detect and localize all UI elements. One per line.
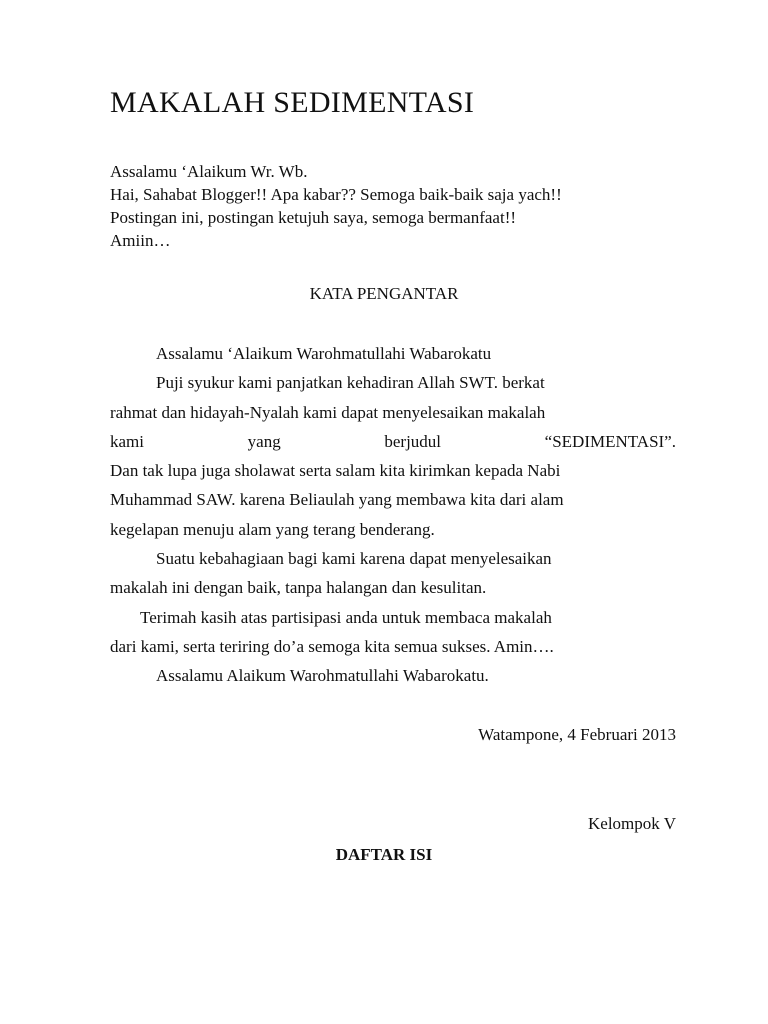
greeting-post-note: Postingan ini, postingan ketujuh saya, semoga bermanfaat!! [110, 208, 517, 227]
document-title: MAKALAH SEDIMENTASI [110, 86, 475, 119]
paragraph-1-line-1: Puji syukur kami panjatkan kehadiran Allah SWT. berkat [156, 373, 545, 393]
paragraph-2-line-1: Suatu kebahagiaan bagi kami karena dapat menyelesaikan [156, 549, 552, 569]
paragraph-1-line-5: Muhammad SAW. karena Beliaulah yang membawa kita dari alam [110, 490, 564, 510]
paragraph-1-line-6: kegelapan menuju alam yang terang benderang. [110, 519, 435, 539]
salam-closing: Assalamu Alaikum Warohmatullahi Wabarokatu. [156, 666, 489, 686]
group-signature: Kelompok V [588, 814, 676, 833]
greeting-block [110, 160, 710, 252]
paragraph-3-line-2: dari kami, serta teriring do’a semoga kita semua sukses. Amin…. [110, 636, 554, 656]
greeting-salam: Assalamu ‘Alaikum Wr. Wb. [110, 162, 308, 181]
word-berjudul: berjudul [384, 431, 442, 451]
kata-pengantar-body [110, 339, 676, 691]
greeting-amiin: Amiin… [110, 231, 171, 250]
word-yang: yang [247, 431, 281, 451]
paragraph-3-line-1: Terimah kasih atas partisipasi anda untuk membaca makalah [140, 607, 552, 627]
kata-pengantar-heading: KATA PENGANTAR [309, 284, 459, 303]
greeting-hello: Hai, Sahabat Blogger!! Apa kabar?? Semoga baik-baik saja yach!! [110, 185, 562, 204]
paragraph-1-line-2: rahmat dan hidayah-Nyalah kami dapat menyelesaikan makalah [110, 402, 546, 422]
salam-opening: Assalamu ‘Alaikum Warohmatullahi Wabarokatu [156, 344, 492, 363]
word-kami: kami [110, 431, 144, 451]
place-date: Watampone, 4 Februari 2013 [478, 725, 676, 744]
paragraph-1-line-4: Dan tak lupa juga sholawat serta salam kita kirimkan kepada Nabi [110, 461, 561, 481]
word-sedimentasi: “SEDIMENTASI”. [544, 431, 676, 451]
paragraph-1-line-3 [110, 427, 676, 456]
daftar-isi-heading: DAFTAR ISI [335, 845, 433, 864]
paragraph-2-line-2: makalah ini dengan baik, tanpa halangan dan kesulitan. [110, 578, 487, 598]
